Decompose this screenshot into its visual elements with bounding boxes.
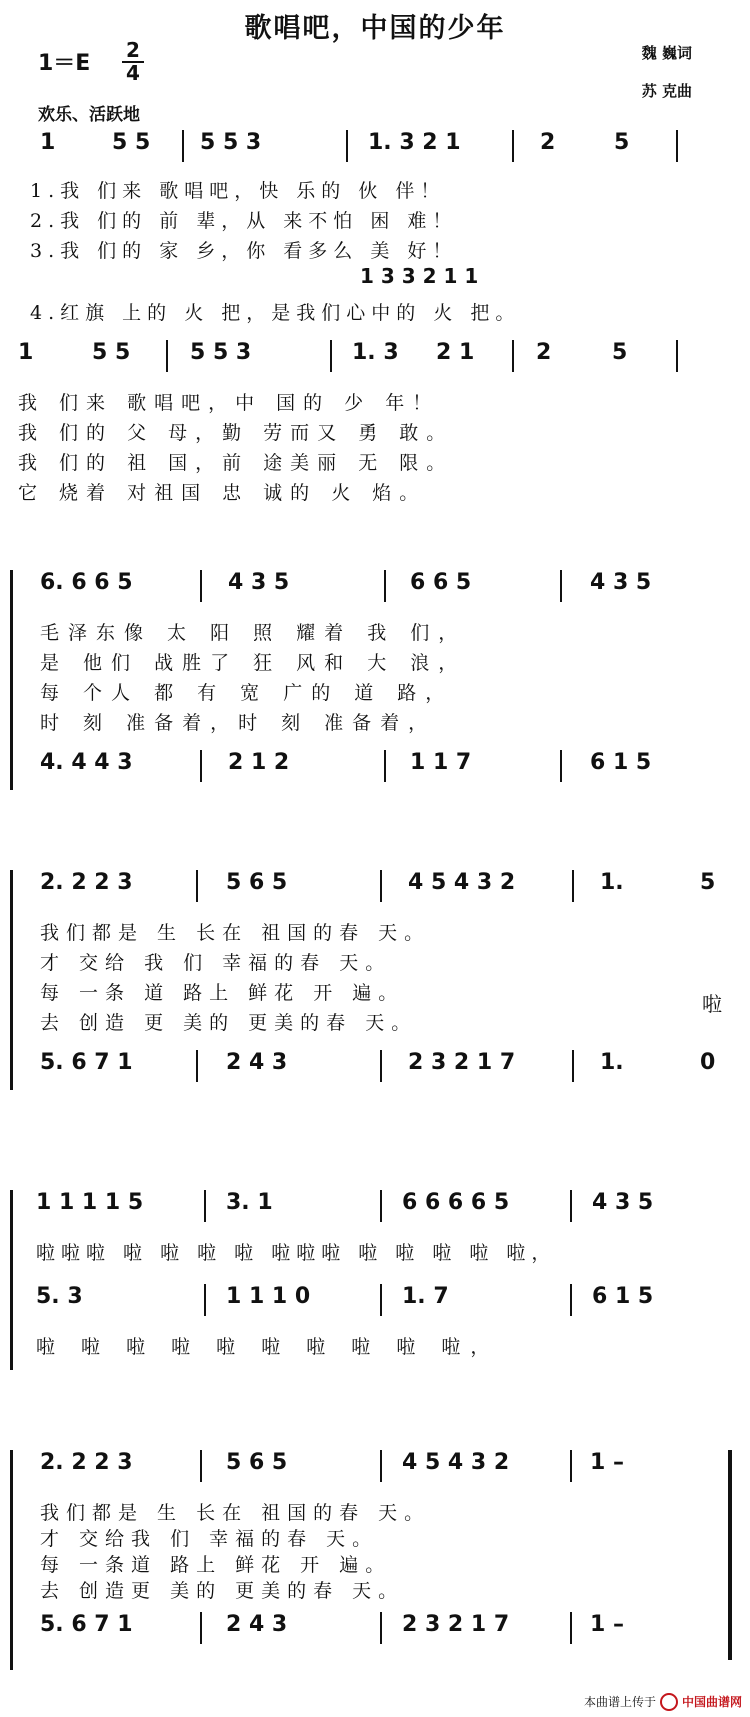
lyric-line: [0, 1006, 750, 1036]
system-4: [0, 870, 750, 1086]
barline: [570, 1450, 572, 1482]
composer: 苏 克曲: [641, 82, 692, 100]
measure: 1.: [600, 1050, 624, 1075]
measure: 5. 6 7 1: [40, 1612, 133, 1637]
lyric-text: 3.我 们的 家 乡，你 看多么 美 好！: [30, 240, 458, 262]
measure: 4 5 4 3 2: [402, 1450, 510, 1475]
notes-row: [0, 130, 750, 166]
measure: 2 3 2 1 7: [408, 1050, 516, 1075]
lyric-line: [0, 204, 750, 234]
measure: 5. 6 7 1: [40, 1050, 133, 1075]
barline: [182, 130, 184, 162]
site-logo: 中国曲谱网: [681, 1694, 742, 1709]
variant-row: [0, 264, 750, 296]
lyric-line: [0, 646, 750, 676]
lyric-line: [0, 1522, 750, 1548]
barline: [512, 130, 514, 162]
measure: 1: [18, 340, 34, 365]
measure: 5 5: [112, 130, 151, 155]
globe-icon: [660, 1693, 678, 1711]
page-title: 歌唱吧，中国的少年: [244, 13, 506, 44]
lyric-line: [0, 386, 750, 416]
barline: [384, 750, 386, 782]
measure: 2 1 2: [228, 750, 290, 775]
barline: [200, 1612, 202, 1644]
measure: 2 3 2 1 7: [402, 1612, 510, 1637]
measure: 2. 2 2 3: [40, 1450, 133, 1475]
system-5: [0, 1190, 750, 1360]
measure: 1.: [600, 870, 624, 895]
meter-top: 2: [126, 38, 140, 62]
measure: 1 1 7: [410, 750, 472, 775]
lyric-line: [0, 706, 750, 736]
barline: [380, 1190, 382, 1222]
barline: [196, 1050, 198, 1082]
barline: [330, 340, 332, 372]
lyric-line: [0, 976, 750, 1006]
measure: 1. 3: [352, 340, 399, 365]
notes-row: [0, 870, 750, 906]
lyric-line: [0, 1236, 750, 1266]
measure: 2 4 3: [226, 1612, 288, 1637]
measure: 5 6 5: [226, 1450, 288, 1475]
lyric-text: 毛泽东像 太 阳 照 耀着 我 们，: [40, 622, 467, 644]
measure: 4 5 4 3 2: [408, 870, 516, 895]
lyric-text: 1.我 们来 歌唱吧，快 乐的 伙 伴！: [30, 180, 446, 202]
system-2: [0, 340, 750, 506]
measure: 1 –: [590, 1450, 624, 1475]
barline: [572, 1050, 574, 1082]
key-signature: 1＝E: [38, 51, 91, 76]
measure: 6 6 5: [410, 570, 472, 595]
lyric-line: [0, 234, 750, 264]
barline: [200, 570, 202, 602]
lyric-line: [0, 1330, 750, 1360]
barline: [380, 1284, 382, 1316]
side-word: 啦: [702, 992, 722, 1016]
lyric-text: 我 们来 歌唱吧，中 国的 少 年！: [18, 392, 440, 414]
barline: [200, 1450, 202, 1482]
lyric-line: [0, 446, 750, 476]
lyric-text: 时 刻 准备着，时 刻 准备着，: [40, 712, 437, 734]
lower-notes-row: [0, 1284, 750, 1320]
barline: [166, 340, 168, 372]
lyric-text: 每 一条道 路上 鲜花 开 遍。: [40, 1554, 392, 1576]
lyric-line: [0, 1574, 750, 1600]
lyric-line: [0, 174, 750, 204]
credits: [642, 34, 692, 110]
notes-row: [0, 340, 750, 376]
barline: [196, 870, 198, 902]
measure: 2 1: [436, 340, 475, 365]
measure: 5 6 5: [226, 870, 288, 895]
lyric-text: 我们都是 生 长在 祖国的春 天。: [40, 922, 431, 944]
measure: 2: [536, 340, 552, 365]
measure: 6. 6 6 5: [40, 570, 133, 595]
barline: [570, 1190, 572, 1222]
measure: 1 1 1 1 5: [36, 1190, 144, 1215]
system-6: [0, 1450, 750, 1648]
measure: 5: [614, 130, 630, 155]
lyric-text: 我 们的 祖 国，前 途美丽 无 限。: [18, 452, 454, 474]
footer-watermark: [584, 1693, 742, 1712]
lyricist: 魏 巍词: [641, 44, 692, 62]
measure: 1. 7: [402, 1284, 449, 1309]
barline: [380, 1450, 382, 1482]
barline: [204, 1190, 206, 1222]
lyric-line: [0, 1548, 750, 1574]
barline: [346, 130, 348, 162]
measure: 5. 3: [36, 1284, 83, 1309]
measure: 2. 2 2 3: [40, 870, 133, 895]
system-3: [0, 570, 750, 786]
lyric-text: 它 烧着 对祖国 忠 诚的 火 焰。: [18, 482, 427, 504]
lyric-text: 每 个人 都 有 宽 广的 道 路，: [40, 682, 454, 704]
lyric-line: [0, 676, 750, 706]
time-signature: [120, 40, 146, 84]
barline: [200, 750, 202, 782]
measure: 1 –: [590, 1612, 624, 1637]
measure: 6 1 5: [592, 1284, 654, 1309]
barline: [676, 340, 678, 372]
barline: [560, 750, 562, 782]
measure: 2: [540, 130, 556, 155]
lyric-text: 4.红旗 上的 火 把，是我们心中的 火 把。: [30, 302, 521, 324]
measure: 1. 3 2 1: [368, 130, 461, 155]
measure: 3. 1: [226, 1190, 273, 1215]
lyric-line: [0, 946, 750, 976]
measure: 5 5: [92, 340, 131, 365]
barline: [384, 570, 386, 602]
barline: [676, 130, 678, 162]
measure: 6 6 6 6 5: [402, 1190, 510, 1215]
lyric-text: 2.我 们的 前 辈，从 来不怕 困 难！: [30, 210, 458, 232]
barline: [380, 1050, 382, 1082]
lower-notes-row: [0, 750, 750, 786]
lyric-text: 去 创造 更 美的 更美的春 天。: [40, 1012, 418, 1034]
measure: 0: [700, 1050, 716, 1075]
notes-row: [0, 1450, 750, 1486]
lower-notes-row: [0, 1612, 750, 1648]
barline: [512, 340, 514, 372]
lyric-text: 啦 啦 啦 啦 啦 啦 啦 啦 啦 啦，: [36, 1336, 500, 1358]
lyric-text: 每 一条 道 路上 鲜花 开 遍。: [40, 982, 405, 1004]
lyric-line: [0, 1496, 750, 1522]
barline: [380, 870, 382, 902]
lyric-line: [0, 616, 750, 646]
lyric-text: 我 们的 父 母，勤 劳而又 勇 敢。: [18, 422, 454, 444]
lyric-text: 是 他们 战胜了 狂 风和 大 浪，: [40, 652, 467, 674]
lyric-line: [0, 916, 750, 946]
lyric-text: 去 创造更 美的 更美的春 天。: [40, 1580, 405, 1602]
lyric-line: [0, 416, 750, 446]
lyric-text: 啦啦啦 啦 啦 啦 啦 啦啦啦 啦 啦 啦 啦 啦，: [36, 1242, 557, 1264]
measure: 5 5 3: [200, 130, 262, 155]
lyric-text: 才 交给 我 们 幸福的春 天。: [40, 952, 392, 974]
measure: 1: [40, 130, 56, 155]
measure: 2 4 3: [226, 1050, 288, 1075]
footer-text: 本曲谱上传于: [583, 1694, 656, 1709]
measure: 5: [700, 870, 716, 895]
measure: 1 1 1 0: [226, 1284, 311, 1309]
barline: [380, 1612, 382, 1644]
tempo-marking: 欢乐、活跃地: [38, 105, 140, 125]
barline: [572, 870, 574, 902]
lyric-line: [0, 296, 750, 326]
measure: 4 3 5: [590, 570, 652, 595]
measure: 5 5 3: [190, 340, 252, 365]
measure: 4. 4 4 3: [40, 750, 133, 775]
measure: 4 3 5: [592, 1190, 654, 1215]
lyric-text: 我们都是 生 长在 祖国的春 天。: [40, 1502, 431, 1524]
system-1: [0, 130, 750, 326]
lower-notes-row: [0, 1050, 750, 1086]
measure: 6 1 5: [590, 750, 652, 775]
barline: [570, 1284, 572, 1316]
variant-notes: 1 3 3 2 1 1: [360, 264, 479, 288]
measure: 5: [612, 340, 628, 365]
measure: 4 3 5: [228, 570, 290, 595]
barline: [204, 1284, 206, 1316]
lyric-line: [0, 476, 750, 506]
notes-row: [0, 1190, 750, 1226]
barline: [570, 1612, 572, 1644]
barline: [560, 570, 562, 602]
notes-row: [0, 570, 750, 606]
lyric-text: 才 交给我 们 幸福的春 天。: [40, 1528, 379, 1550]
meter-bottom: 4: [126, 61, 140, 85]
